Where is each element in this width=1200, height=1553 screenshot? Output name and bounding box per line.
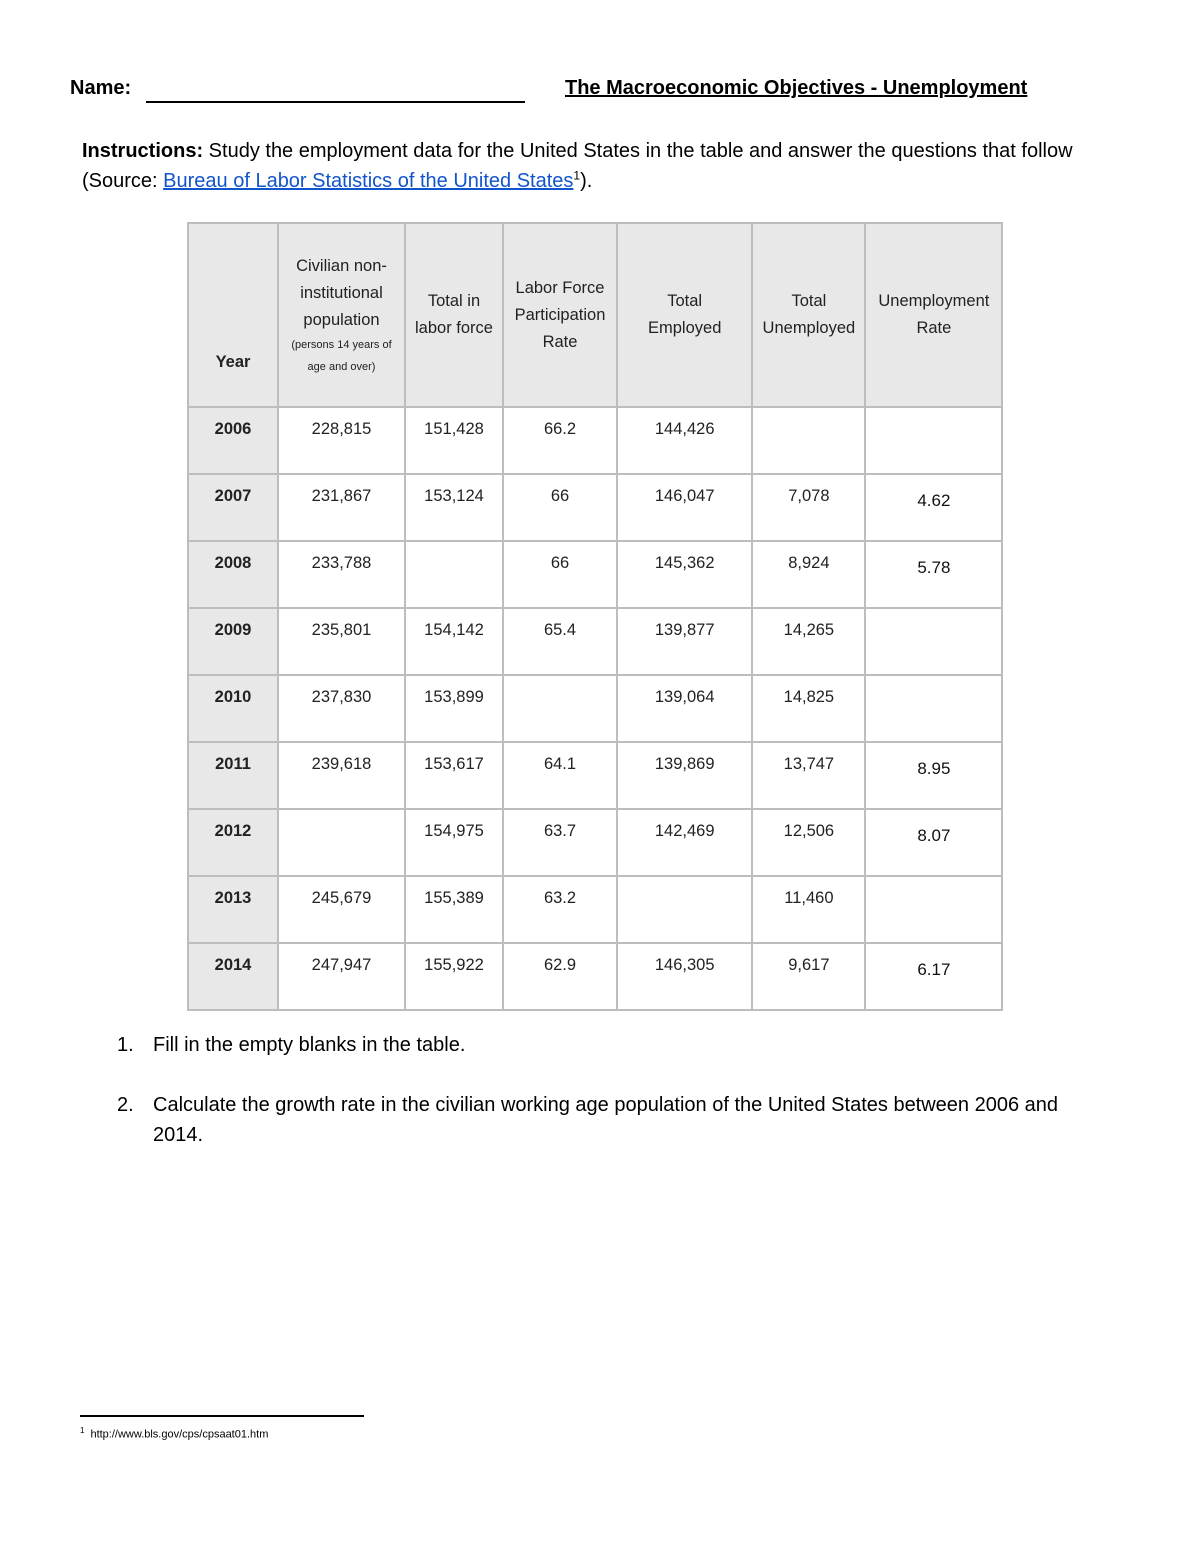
footnote-url: http://www.bls.gov/cps/cpsaat01.htm (90, 1428, 269, 1441)
cell-unemployment-rate (865, 608, 1002, 675)
cell-unemployed: 9,617 (752, 943, 865, 1010)
table-header-row (188, 223, 1002, 407)
header-participation (503, 223, 617, 407)
cell-participation-rate: 66 (503, 474, 617, 541)
cell-unemployed: 14,825 (752, 675, 865, 742)
cell-population: 237,830 (278, 675, 405, 742)
cell-population: 231,867 (278, 474, 405, 541)
cell-employed (617, 876, 752, 943)
cell-unemployed (752, 407, 865, 474)
cell-population: 247,947 (278, 943, 405, 1010)
footnote-divider (80, 1415, 364, 1417)
cell-year: 2013 (188, 876, 278, 943)
cell-unemployed: 13,747 (752, 742, 865, 809)
cell-participation-rate: 63.2 (503, 876, 617, 943)
cell-unemployment-rate: 5.78 (865, 541, 1002, 608)
header-population-main: Civilian non-institutional population (296, 256, 387, 329)
cell-employed: 139,869 (617, 742, 752, 809)
cell-population: 233,788 (278, 541, 405, 608)
cell-unemployment-rate: 8.07 (865, 809, 1002, 876)
instructions-lead: Instructions: (82, 140, 204, 162)
cell-population (278, 809, 405, 876)
cell-year: 2007 (188, 474, 278, 541)
cell-participation-rate: 62.9 (503, 943, 617, 1010)
document-title: The Macroeconomic Objectives - Unemployment (565, 77, 1028, 99)
question-2 (117, 1090, 1067, 1150)
cell-unemployed: 11,460 (752, 876, 865, 943)
cell-unemployment-rate (865, 876, 1002, 943)
table-row (188, 943, 1002, 1010)
cell-participation-rate: 64.1 (503, 742, 617, 809)
cell-labor-force: 151,428 (405, 407, 503, 474)
cell-unemployed: 8,924 (752, 541, 865, 608)
header-unemployed (752, 223, 865, 407)
cell-labor-force: 154,142 (405, 608, 503, 675)
cell-labor-force: 155,922 (405, 943, 503, 1010)
footnote-ref: 1 (573, 168, 581, 183)
header-unemployed-label: Total Unemployed (762, 292, 856, 337)
employment-table (187, 222, 1003, 1011)
table-row (188, 541, 1002, 608)
table-row (188, 742, 1002, 809)
cell-participation-rate: 66 (503, 541, 617, 608)
cell-employed: 142,469 (617, 809, 752, 876)
cell-employed: 139,877 (617, 608, 752, 675)
cell-year: 2008 (188, 541, 278, 608)
cell-employed: 144,426 (617, 407, 752, 474)
table-row (188, 608, 1002, 675)
cell-year: 2009 (188, 608, 278, 675)
cell-employed: 139,064 (617, 675, 752, 742)
header-employed-label: Total Employed (648, 292, 722, 337)
cell-population: 245,679 (278, 876, 405, 943)
header-employed (617, 223, 752, 407)
cell-year: 2011 (188, 742, 278, 809)
cell-labor-force: 153,617 (405, 742, 503, 809)
cell-employed: 146,305 (617, 943, 752, 1010)
cell-population: 235,801 (278, 608, 405, 675)
header-participation-label: Labor Force Participation Rate (514, 278, 606, 351)
header-year: Year (188, 223, 278, 407)
questions (117, 1030, 1067, 1180)
cell-year: 2012 (188, 809, 278, 876)
cell-year: 2010 (188, 675, 278, 742)
cell-year: 2006 (188, 407, 278, 474)
cell-employed: 145,362 (617, 541, 752, 608)
table-body (188, 407, 1002, 1010)
instructions (82, 136, 1112, 196)
question-number: 1. (117, 1034, 134, 1056)
instructions-text-end: ). (580, 170, 593, 192)
cell-unemployment-rate (865, 407, 1002, 474)
cell-labor-force: 153,899 (405, 675, 503, 742)
cell-unemployment-rate (865, 675, 1002, 742)
table-row (188, 675, 1002, 742)
header-labor-force (405, 223, 503, 407)
header-labor-force-label: Total in labor force (415, 292, 493, 337)
cell-employed: 146,047 (617, 474, 752, 541)
table-row (188, 809, 1002, 876)
cell-unemployed: 12,506 (752, 809, 865, 876)
cell-labor-force: 153,124 (405, 474, 503, 541)
cell-unemployment-rate: 8.95 (865, 742, 1002, 809)
cell-population: 228,815 (278, 407, 405, 474)
cell-unemployed: 7,078 (752, 474, 865, 541)
name-blank-line (146, 101, 525, 103)
question-text: Calculate the growth rate in the civilian working age population of the United States between 2006 and 2014. (153, 1094, 1059, 1146)
question-number: 2. (117, 1094, 134, 1116)
cell-unemployment-rate: 4.62 (865, 474, 1002, 541)
cell-participation-rate: 65.4 (503, 608, 617, 675)
table-row (188, 474, 1002, 541)
cell-labor-force: 155,389 (405, 876, 503, 943)
name-label: Name: (70, 77, 132, 99)
footnote-marker: 1 (80, 1426, 85, 1435)
question-1 (117, 1030, 1067, 1060)
header-unemployment-rate-label: Unemployment Rate (878, 292, 990, 337)
cell-unemployed: 14,265 (752, 608, 865, 675)
source-link[interactable]: Bureau of Labor Statistics of the United States (163, 170, 574, 192)
table-row (188, 407, 1002, 474)
cell-year: 2014 (188, 943, 278, 1010)
cell-labor-force: 154,975 (405, 809, 503, 876)
header (70, 77, 1070, 105)
cell-participation-rate (503, 675, 617, 742)
table-row (188, 876, 1002, 943)
cell-population: 239,618 (278, 742, 405, 809)
cell-participation-rate: 63.7 (503, 809, 617, 876)
cell-participation-rate: 66.2 (503, 407, 617, 474)
header-unemployment-rate (865, 223, 1002, 407)
header-population-note: (persons 14 years of age and over) (291, 338, 392, 373)
cell-labor-force (405, 541, 503, 608)
instructions-text: Study the employment data for the United States in the table and answer the questions that follow (Source: (82, 140, 1073, 192)
footnote (80, 1426, 268, 1441)
question-text: Fill in the empty blanks in the table. (153, 1034, 466, 1056)
cell-unemployment-rate: 6.17 (865, 943, 1002, 1010)
header-population (278, 223, 405, 407)
